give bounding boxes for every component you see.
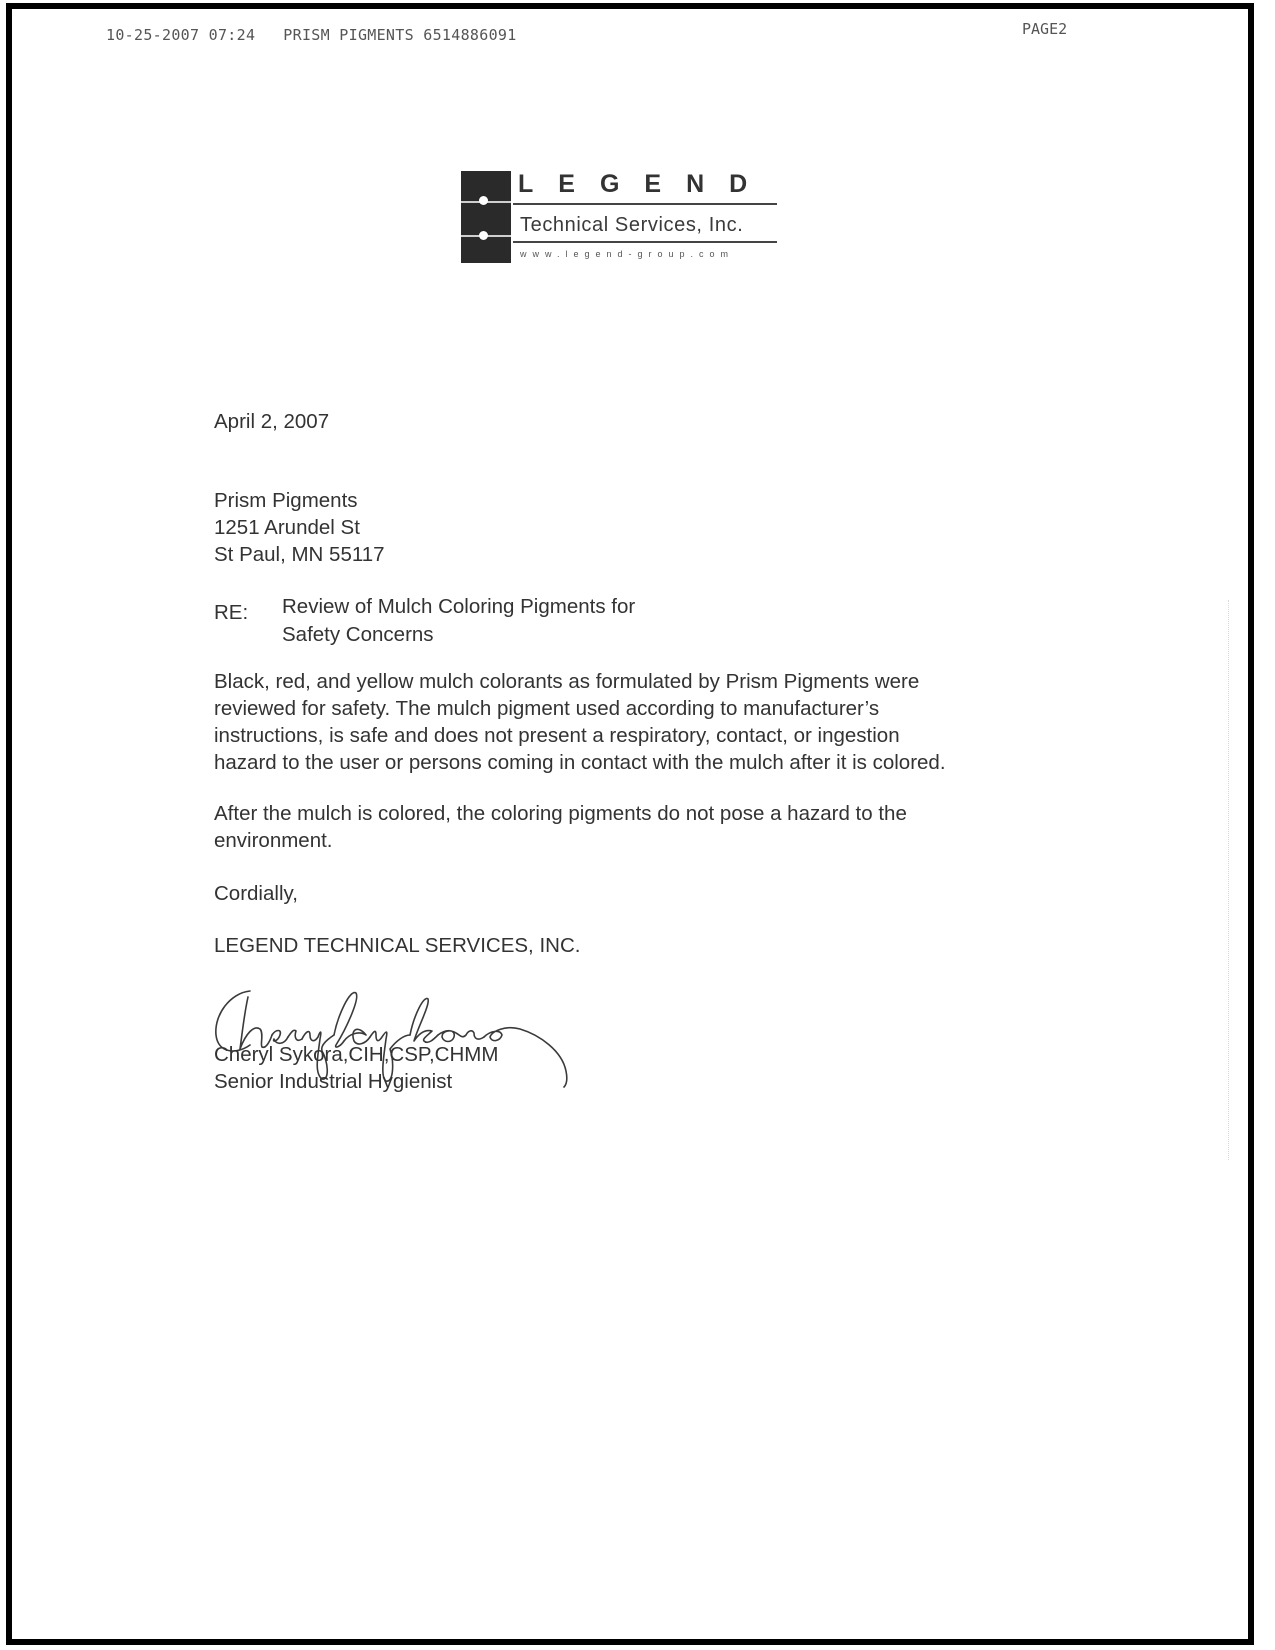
paragraph-line: hazard to the user or persons coming in contact with the mulch after it is colored. (214, 751, 946, 774)
scan-artifact (1228, 600, 1230, 1160)
paragraph-line: reviewed for safety. The mulch pigment used according to manufacturer’s (214, 697, 880, 720)
re-label: RE: (214, 601, 249, 624)
fax-header (106, 26, 517, 44)
recipient-city: St Paul, MN 55117 (214, 543, 385, 566)
paragraph-line: Black, red, and yellow mulch colorants as formulated by Prism Pigments were (214, 670, 920, 693)
company-logo (461, 168, 781, 268)
body-paragraph-1 (214, 668, 1044, 776)
signer-name: Cheryl Sykora,CIH,CSP,CHMM (214, 1043, 499, 1066)
re-subject (282, 593, 635, 649)
closing: Cordially, (214, 882, 298, 905)
logo-rule (513, 241, 777, 243)
logo-rule (513, 203, 777, 205)
recipient-address (214, 487, 385, 568)
recipient-street: 1251 Arundel St (214, 516, 360, 539)
recipient-name: Prism Pigments (214, 489, 358, 512)
logo-subtitle: Technical Services, Inc. (520, 214, 744, 236)
paragraph-line: environment. (214, 829, 333, 852)
signature-block (214, 1041, 498, 1095)
signer-title: Senior Industrial Hygienist (214, 1070, 453, 1093)
re-line: Safety Concerns (282, 623, 434, 646)
logo-url: www.legend-group.com (520, 249, 735, 259)
company-name: LEGEND TECHNICAL SERVICES, INC. (214, 934, 581, 957)
logo-word: LEGEND (518, 170, 773, 198)
logo-mark (461, 171, 511, 263)
fax-timestamp: 10-25-2007 07:24 (106, 26, 256, 44)
re-line: Review of Mulch Coloring Pigments for (282, 595, 636, 618)
fax-page-number: PAGE2 (1022, 20, 1068, 38)
paragraph-line: instructions, is safe and does not present a respiratory, contact, or ingestion (214, 724, 900, 747)
letter-date: April 2, 2007 (214, 410, 330, 433)
fax-sender: PRISM PIGMENTS 6514886091 (283, 26, 517, 44)
body-paragraph-2 (214, 800, 1044, 854)
paragraph-line: After the mulch is colored, the coloring pigments do not pose a hazard to the (214, 802, 907, 825)
